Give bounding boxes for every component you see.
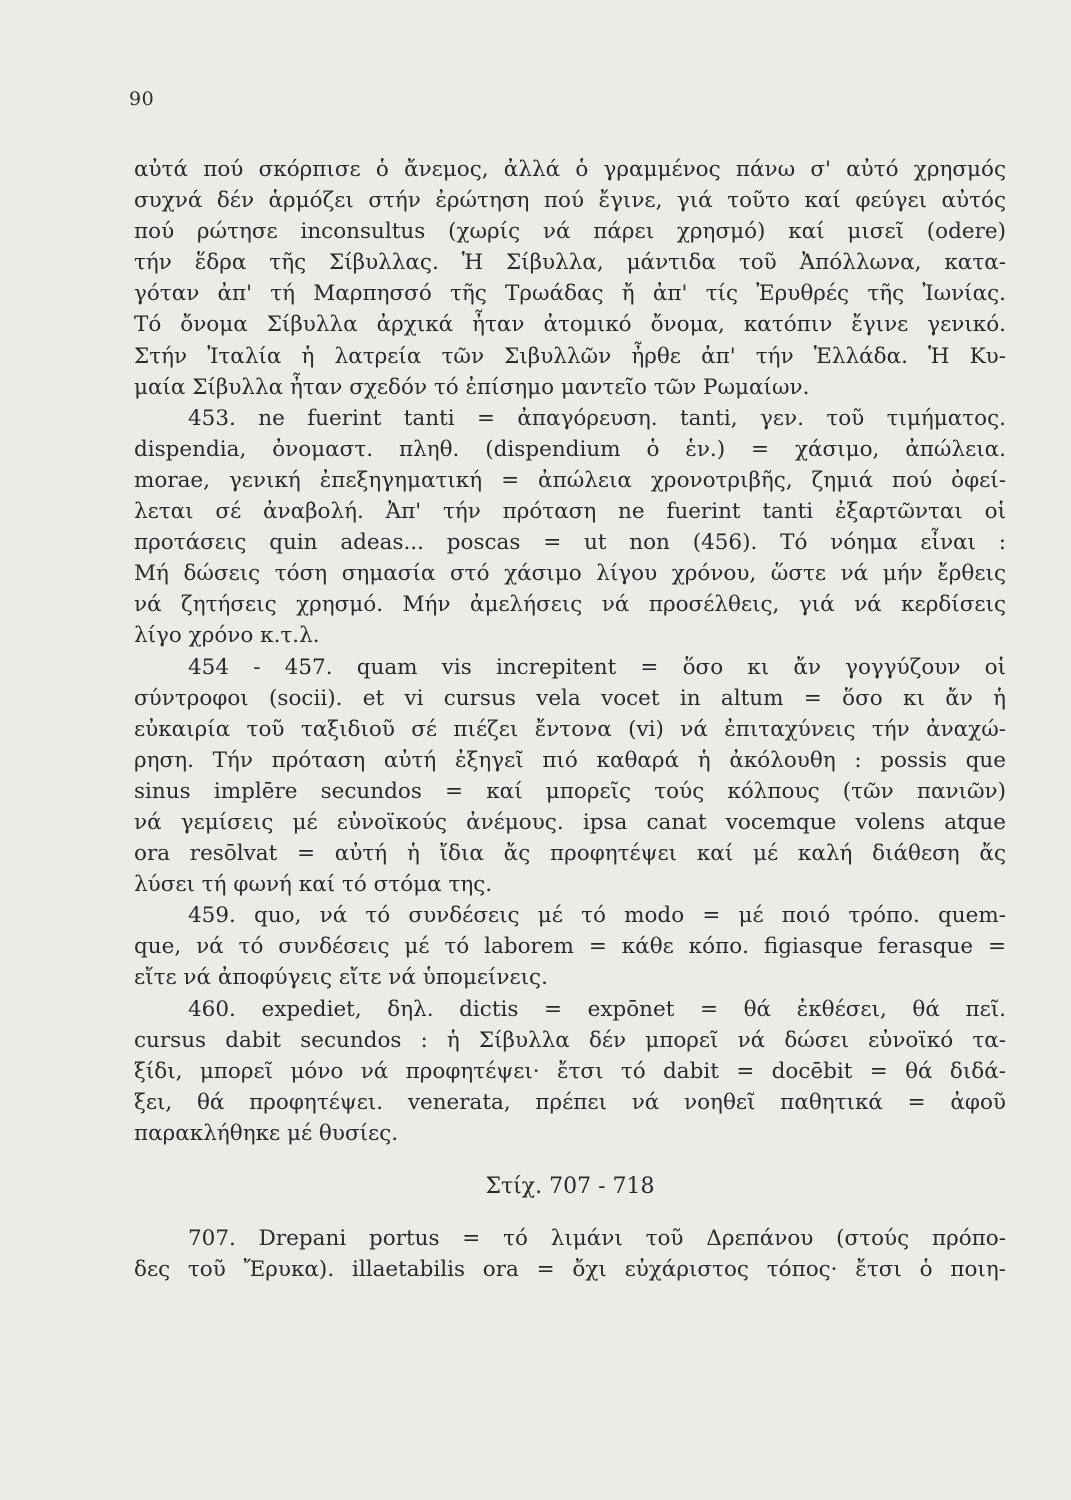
text-line: que, νά τό συνδέσεις μέ τό laborem = κάθε κόπο. figiasque ferasque =	[134, 934, 1006, 960]
text-line: πού ρώτησε inconsultus (χωρίς νά πάρει χρησμό) καί μισεῖ (odere)	[134, 219, 1006, 245]
text-line: μαία Σίβυλλα ἦταν σχεδόν τό ἐπίσημο μαντεῖο τῶν Ρωμαίων.	[134, 374, 810, 400]
text-line: εἴτε νά ἀποφύγεις εἴτε νά ὑπομείνεις.	[134, 965, 548, 991]
text-line: σύντροφοι (socii). et vi cursus vela vocet in altum = ὅσο κι ἄν ἡ	[134, 685, 1006, 711]
text-line: 459. quo, νά τό συνδέσεις μέ τό modo = μέ ποιό τρόπο. quem-	[188, 903, 1006, 929]
text-line: 454 - 457. quam vis increpitent = ὅσο κι ἄν γογγύζουν οἱ	[188, 654, 1006, 680]
text-line: νά γεμίσεις μέ εὐνοϊκούς ἀνέμους. ipsa canat vocemque volens atque	[134, 809, 1006, 835]
text-line: dispendia, ὀνομαστ. πληθ. (dispendium ὁ ἑν.) = χάσιμο, ἀπώλεια.	[134, 436, 1006, 462]
text-line: συχνά δέν ἁρμόζει στήν ἐρώτηση πού ἔγινε, γιά τοῦτο καί φεύγει αὐτός	[134, 188, 1006, 214]
text-line: ora resōlvat = αὐτή ἡ ἴδια ἄς προφητέψει καί μέ καλή διάθεση ἄς	[134, 841, 1006, 867]
text-line: παρακλήθηκε μέ θυσίες.	[134, 1120, 399, 1146]
text-line: cursus dabit secundos : ἡ Σίβυλλα δέν μπορεῖ νά δώσει εὐνοϊκό τα-	[134, 1027, 1006, 1053]
commentary-block-2	[134, 1223, 1006, 1285]
text-line: ρηση. Τήν πρόταση αὐτή ἐξηγεῖ πιό καθαρά ἡ ἀκόλουθη : possis que	[134, 747, 1006, 773]
section-heading: Στίχ. 707 - 718	[485, 1174, 655, 1199]
text-line: Στήν Ἰταλία ἡ λατρεία τῶν Σιβυλλῶν ἦρθε ἀπ' τήν Ἑλλάδα. Ἡ Κυ-	[134, 343, 1006, 369]
text-line: ξίδι, μπορεῖ μόνο νά προφητέψει· ἔτσι τό dabit = docēbit = θά διδά-	[134, 1058, 1006, 1084]
text-line: 460. expediet, δηλ. dictis = expōnet = θά ἐκθέσει, θά πεῖ.	[188, 996, 1006, 1022]
text-line: λεται σέ ἀναβολή. Ἀπ' τήν πρόταση ne fuerint tanti ἐξαρτῶνται οἱ	[134, 499, 1006, 525]
text-line: λίγο χρόνο κ.τ.λ.	[134, 623, 320, 649]
page-number: 90	[129, 88, 155, 110]
text-line: Τό ὄνομα Σίβυλλα ἀρχικά ἦταν ἀτομικό ὄνομα, κατόπιν ἔγινε γενικό.	[134, 312, 1006, 338]
text-line: λύσει τή φωνή καί τό στόμα της.	[134, 872, 493, 898]
text-line: sinus implēre secundos = καί μπορεῖς τούς κόλπους (τῶν πανιῶν)	[134, 778, 1006, 804]
text-line: ξει, θά προφητέψει. venerata, πρέπει νά νοηθεῖ παθητικά = ἀφοῦ	[134, 1089, 1006, 1115]
text-line: προτάσεις quin adeas... poscas = ut non (456). Τό νόημα εἶναι :	[134, 530, 1006, 556]
text-line: 707. Drepani portus = τό λιμάνι τοῦ Δρεπάνου (στούς πρόπο-	[188, 1226, 1006, 1252]
commentary-block-1	[134, 154, 1006, 1149]
text-line: νά ζητήσεις χρησμό. Μήν ἀμελήσεις νά προσέλθεις, γιά νά κερδίσεις	[134, 592, 1006, 618]
text-line: τήν ἕδρα τῆς Σίβυλλας. Ἡ Σίβυλλα, μάντιδα τοῦ Ἀπόλλωνα, κατα-	[134, 250, 1006, 276]
text-line: εὐκαιρία τοῦ ταξιδιοῦ σέ πιέζει ἔντονα (vi) νά ἐπιταχύνεις τήν ἀναχώ-	[134, 716, 1006, 742]
text-line: γόταν ἀπ' τή Μαρπησσό τῆς Τρωάδας ἤ ἀπ' τίς Ἐρυθρές τῆς Ἰωνίας.	[134, 281, 1006, 307]
text-line: Μή δώσεις τόση σημασία στό χάσιμο λίγου χρόνου, ὥστε νά μήν ἔρθεις	[134, 561, 1006, 587]
text-line: 453. ne fuerint tanti = ἀπαγόρευση. tanti, γεν. τοῦ τιμήματος.	[188, 405, 1006, 431]
text-line: αὐτά πού σκόρπισε ὁ ἄνεμος, ἀλλά ὁ γραμμένος πάνω σ' αὐτό χρησμός	[134, 157, 1006, 182]
text-line: morae, γενική ἐπεξηγηματική = ἀπώλεια χρονοτριβῆς, ζημιά πού ὀφεί-	[134, 467, 1006, 493]
text-column	[134, 154, 1006, 1285]
text-line: δες τοῦ Ἔρυκα). illaetabilis ora = ὄχι εὐχάριστος τόπος· ἔτσι ὁ ποιη-	[134, 1257, 1006, 1283]
